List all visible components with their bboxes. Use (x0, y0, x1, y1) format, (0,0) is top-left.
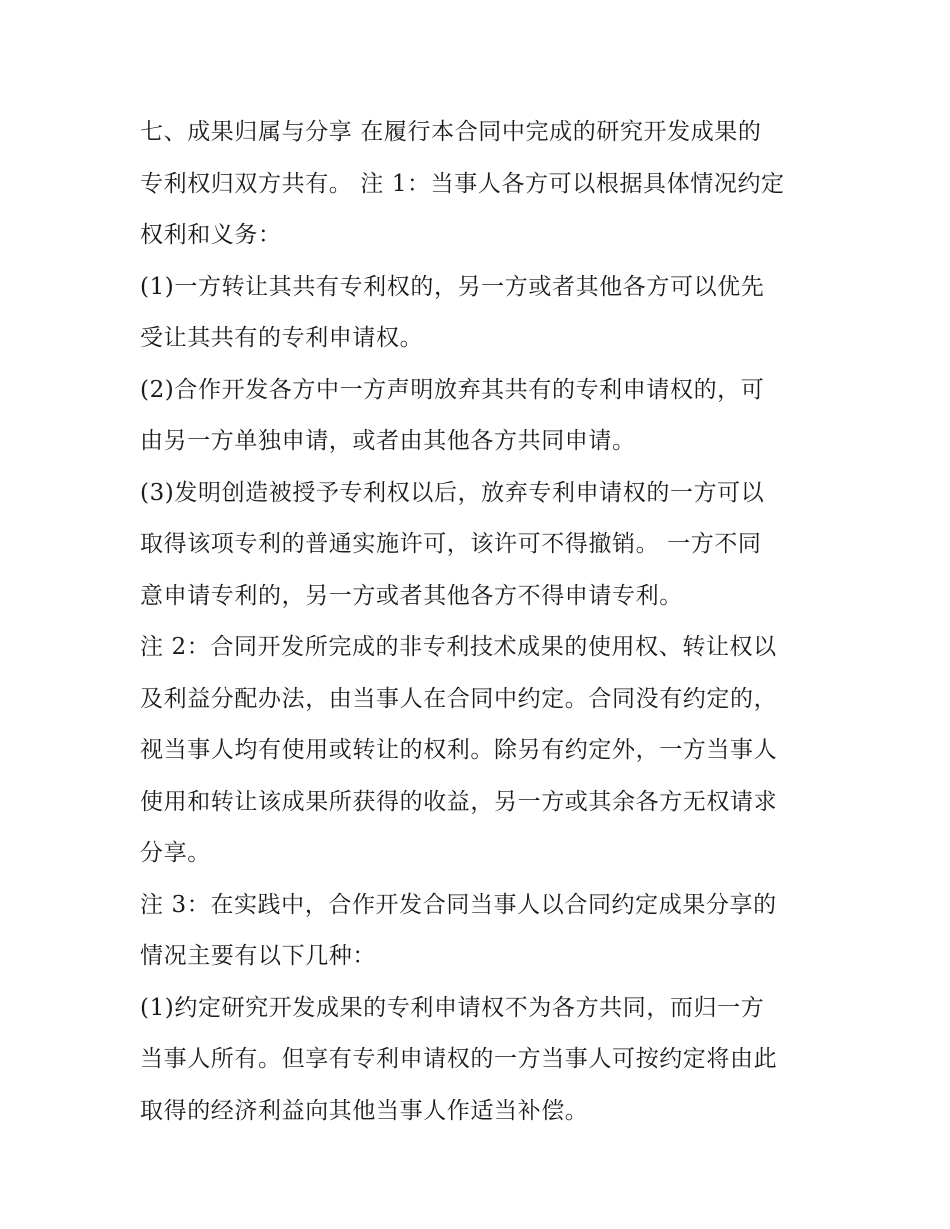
text-line: 权利和义务： (140, 222, 282, 248)
text-line: (2)合作开发各方中一方声明放弃其共有的专利申请权的，可 (140, 376, 765, 403)
text-line: 使用和转让该成果所获得的收益，另一方或其余各方无权请求 (140, 788, 778, 815)
text-line: 受让其共有的专利申请权。 (140, 325, 424, 351)
text-line: (1)一方转让其共有专利权的，另一方或者其他各方可以优先 (140, 273, 765, 300)
text-line: 情况主要有以下几种： (140, 943, 376, 969)
text-line: (3)发明创造被授予专利权以后，放弃专利申请权的一方可以 (140, 479, 765, 506)
text-line: 取得该项专利的普通实施许可，该许可不得撤销。 一方不同 (140, 531, 762, 557)
text-line: 及利益分配办法，由当事人在合同中约定。合同没有约定的， (140, 685, 778, 712)
document-body (140, 107, 820, 1137)
text-line: 视当事人均有使用或转让的权利。除另有约定外，一方当事人 (140, 737, 778, 763)
text-line: 由另一方单独申请，或者由其他各方共同申请。 (140, 428, 636, 454)
text-line: 分享。 (140, 840, 211, 866)
text-line: 七、成果归属与分享 在履行本合同中完成的研究开发成果的 (140, 119, 762, 145)
text-line: (1)约定研究开发成果的专利申请权不为各方共同，而归一方 (140, 994, 765, 1021)
text-line: 意申请专利的，另一方或者其他各方不得申请专利。 (140, 582, 683, 609)
text-line: 专利权归双方共有。 注 1：当事人各方可以根据具体情况约定 (140, 170, 785, 197)
text-line: 注 2：合同开发所完成的非专利技术成果的使用权、转让权以 (140, 634, 777, 660)
text-line: 当事人所有。但享有专利申请权的一方当事人可按约定将由此 (140, 1046, 778, 1072)
text-line: 注 3：在实践中，合作开发合同当事人以合同约定成果分享的 (140, 891, 777, 918)
text-line: 取得的经济利益向其他当事人作适当补偿。 (140, 1097, 589, 1124)
